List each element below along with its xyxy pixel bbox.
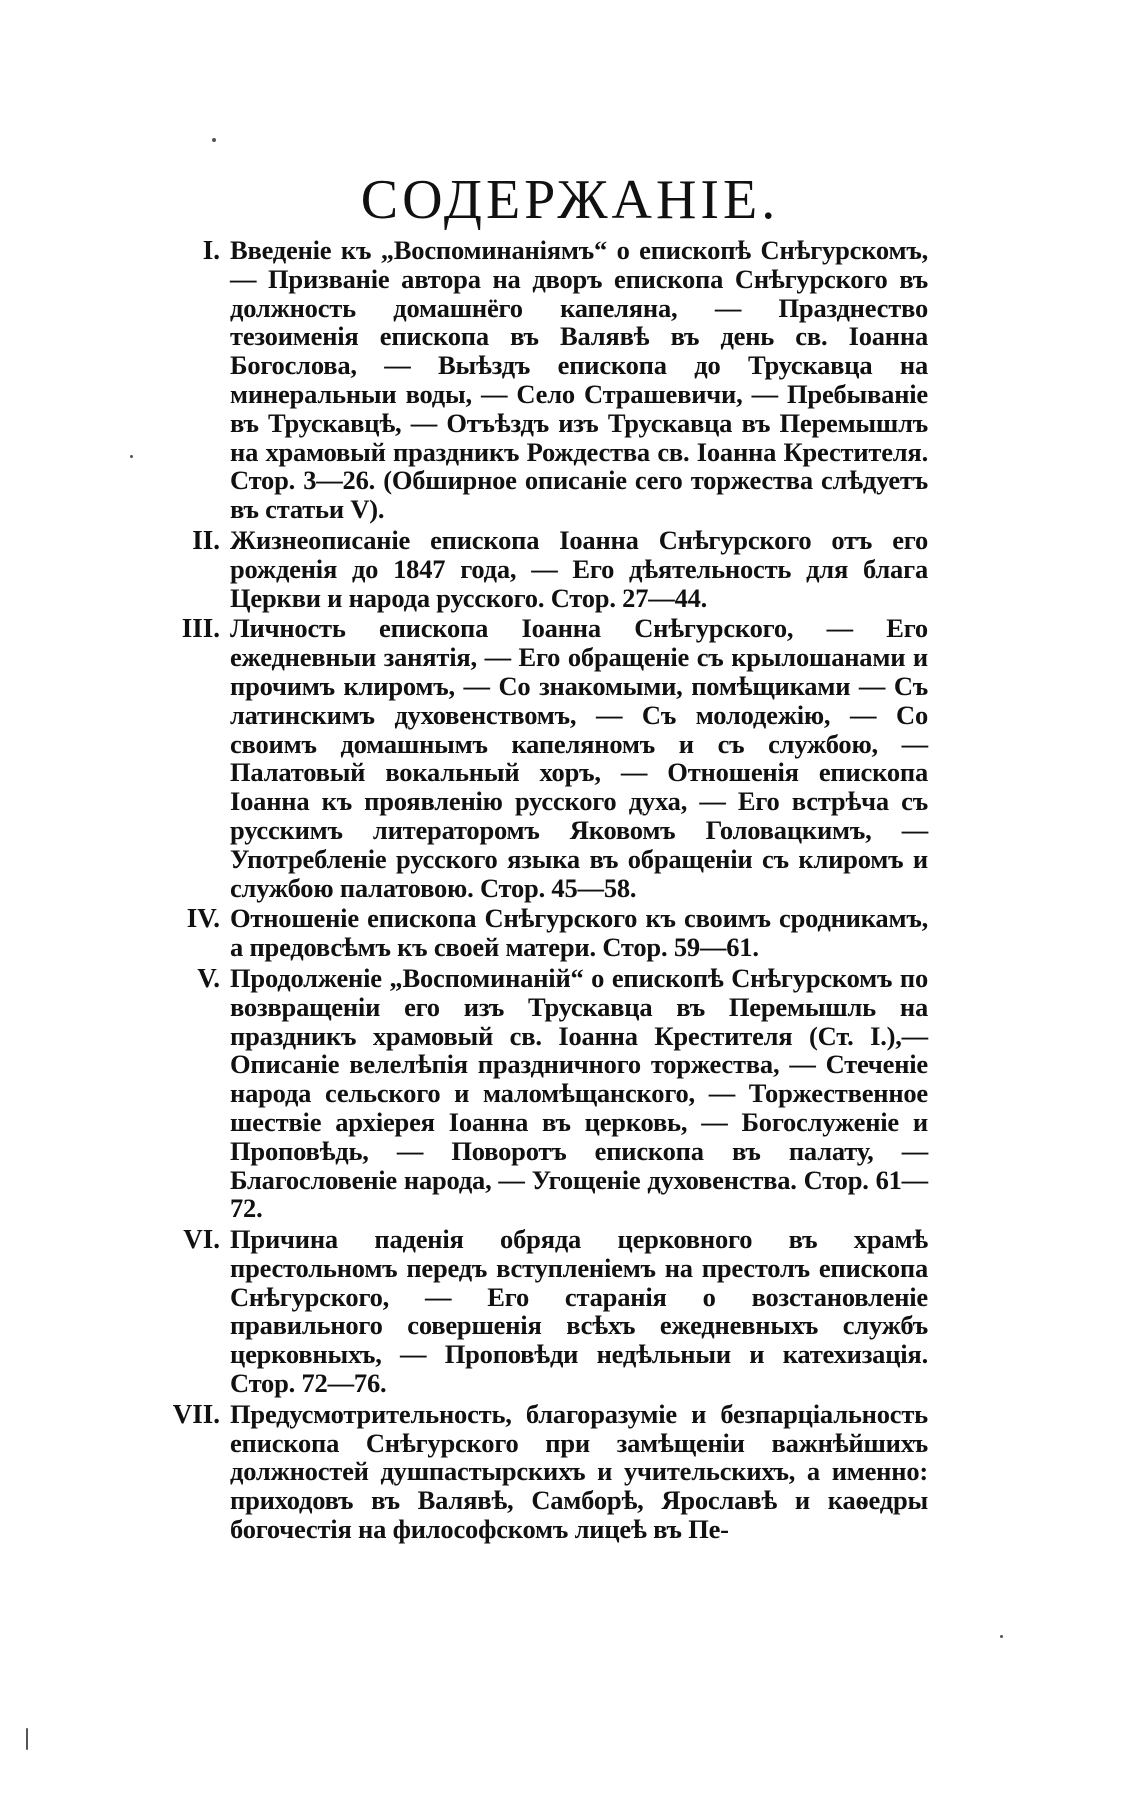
entry-text: Предусмотрительность, благоразуміе и безпарціальность епископа Снѣгурского при замѣщеніи важнѣйшихъ должностей душпастырскихъ и учительскихъ, а именно: приходовъ въ Валявѣ, Самборѣ, Ярославѣ и каѳедры богочестія на философскомъ лицеѣ въ Пе- (230, 1398, 928, 1545)
toc-entry-7 (168, 1400, 928, 1544)
entry-text: Продолженіе „Воспоминаній“ о епископѣ Снѣгурскомъ по возвращеніи его изъ Трускавца въ Перемышль на праздникъ храмовый св. Іоанна Крестителя (Ст. I.),— Описаніе велелѣпія праздничного торжества, — Стеченіе народа сельского и маломѣщанского, — Торжественное шествіе архіерея Іоанна въ церковь, — Богослуженіе и Проповѣдь, — Поворотъ епископа въ палату, — Благословеніе народа, — Угощеніе духовенства. Стор. 61—72. (230, 962, 928, 1224)
entry-text: Введеніе къ „Воспоминаніямъ“ о епископѣ Снѣгурскомъ, — Призваніе автора на дворъ епископа Снѣгурского въ должность домашнёго капеляна, — Празднество тезоименія епископа въ Валявѣ въ день св. Іоанна Богослова, — Выѣздъ епископа до Трускавца на минеральныи воды, — Село Страшевичи, — Пребываніе въ Трускавцѣ, — Отъѣздъ изъ Трускавца въ Перемышлъ на храмовый праздникъ Рождества св. Іоанна Крестителя. Стор. 3—26. (Обширное описаніе сего торжества слѣдуетъ въ статьи V). (230, 235, 928, 525)
entry-number: III. (181, 613, 220, 644)
entry-text: Причина паденія обряда церковного въ храмѣ престольномъ передъ вступленіемъ на престолъ епископа Снѣгурского, — Его старанія о возстановленіе правильного совершенія всѣхъ ежедневныхъ службъ церковныхъ, — Проповѣди недѣльныи и катехизація. Стор. 72—76. (230, 1224, 928, 1399)
entry-text: Отношеніе епископа Снѣгурского къ своимъ сродникамъ, а предовсѣмъ къ своей матери. Стор. 59—61. (230, 903, 928, 963)
scan-speck (130, 455, 133, 458)
entry-number: II. (192, 524, 220, 555)
entry-number: IV. (186, 903, 220, 934)
scan-speck (212, 138, 216, 142)
table-of-contents (168, 236, 928, 1546)
toc-entry-3 (168, 614, 928, 902)
entry-text: Жизнеописаніе епископа Іоанна Снѣгурского отъ его рожденія до 1847 года, — Его дѣятельность для блага Церкви и народа русского. Стор. 27—44. (230, 524, 928, 613)
entry-number: VII. (172, 1398, 220, 1429)
toc-entry-4 (168, 904, 928, 962)
entry-number: VI. (183, 1224, 220, 1255)
toc-entry-1 (168, 236, 928, 524)
scan-speck (1000, 1635, 1003, 1638)
entry-number: V. (197, 962, 220, 993)
entry-number: I. (202, 235, 220, 265)
scan-speck (26, 1728, 28, 1750)
toc-entry-6 (168, 1225, 928, 1398)
page-title: СОДЕРЖАНІЕ. (360, 169, 780, 231)
entry-text: Личность епископа Іоанна Снѣгурского, — Его ежедневныи занятія, — Его обращеніе съ крылошанами и прочимъ клиромъ, — Со знакомыми, помѣщиками — Съ латинскимъ духовенствомъ, — Съ молодежію, — Со своимъ домашнымъ капеляномъ и съ службою, — Палатовый вокальный хоръ, — Отношенія епископа Іоанна къ проявленію русского духа, — Его встрѣча съ русскимъ литераторомъ Яковомъ Головацкимъ, — Употребленіе русского языка въ обращеніи съ клиромъ и службою палатовою. Стор. 45—58. (230, 613, 928, 903)
toc-entry-5 (168, 964, 928, 1223)
toc-entry-2 (168, 526, 928, 612)
